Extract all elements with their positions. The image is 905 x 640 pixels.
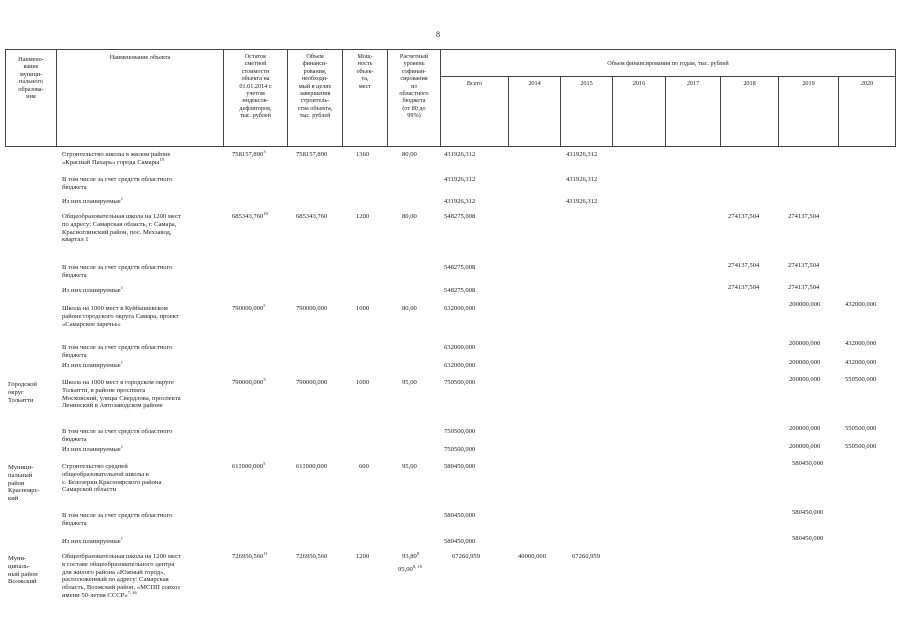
year-2019-value: 200000,000	[789, 340, 821, 347]
total-value: 548275,008	[444, 287, 476, 294]
year-2019-value: 580450,000	[792, 535, 824, 542]
header-remainder: Остаток сметной стоимости объекта на 01.01.2014 с учетом индексов- дефляторов, тыс. рублей	[239, 53, 272, 120]
remainder-value: 758157,890$^3$	[232, 148, 266, 158]
year-2019-value: 580450,000	[792, 509, 824, 516]
year-2018-value: 274137,504	[728, 284, 760, 291]
object-subrow-planned: Из них планируемые$^1$	[62, 443, 123, 453]
table-top-border	[5, 49, 895, 50]
total-value: 580450,000	[444, 538, 476, 545]
volume-value: 758157,890	[296, 151, 328, 158]
remainder-value: 685343,760$^{10}$	[232, 210, 268, 220]
remainder-value: 611000,000$^5$	[232, 460, 266, 470]
header-year-2015: 2015	[580, 80, 593, 87]
object-subrow-planned: Из них планируемые$^1$	[62, 535, 123, 545]
remainder-value: 790000,000$^5$	[232, 376, 266, 386]
header-funding-by-years: Объем финансирования по годам, тыс. рублей	[607, 60, 729, 67]
level-value: 80,00	[402, 213, 417, 220]
year-2019-value: 274137,504	[788, 284, 820, 291]
object-name: Общеобразовательная школа на 1200 мест в составе общеобразовательного центра для жилого района «Южный город», расположенный по адресу: Самарская область, Волжский район, «МСПП совхоз имени 50-летия СССР»$^{7, 26}$	[62, 553, 181, 599]
capacity-value: 1360	[356, 151, 370, 158]
page-number: 8	[436, 30, 440, 39]
header-year-2017: 2017	[686, 80, 700, 87]
volume-value: 726950,560	[296, 553, 328, 560]
year-2015-value: 431926,312	[566, 198, 598, 205]
total-value: 632000,000	[444, 362, 476, 369]
total-value: 750500,000	[444, 379, 476, 386]
total-value: 67260,959	[452, 553, 481, 560]
remainder-value: 790000,000$^5$	[232, 302, 266, 312]
header-bottom-border	[5, 146, 895, 147]
municipality-togliatti: Городской округ Тольятти	[8, 381, 37, 404]
year-2019-value: 200000,000	[789, 359, 821, 366]
year-2020-value: 432000,000	[845, 359, 877, 366]
year-2019-value: 200000,000	[789, 301, 821, 308]
col-divider	[895, 49, 896, 147]
level-value: 80,00	[402, 305, 417, 312]
level-value: 80,00	[402, 151, 417, 158]
year-2020-value: 432000,000	[845, 301, 877, 308]
total-value: 548275,008	[444, 213, 476, 220]
header-object: Наименование объекта	[109, 54, 171, 61]
year-2019-value: 274137,504	[788, 213, 820, 220]
header-capacity: Мощ- ность объек- та, мест	[356, 53, 374, 90]
year-2018-value: 274137,504	[728, 213, 760, 220]
capacity-value: 1000	[356, 379, 370, 386]
volume-value: 790000,000	[296, 305, 328, 312]
municipality-krasnoyarsk: Муници- пальный район Красноярс- кий	[8, 464, 40, 503]
total-value: 580450,000	[444, 463, 476, 470]
header-municipality: Наимено- вание муници- пального образова- ния	[18, 56, 44, 101]
header-year-2020: 2020	[860, 80, 874, 87]
total-value: 632000,000	[444, 344, 476, 351]
capacity-value: 1200	[356, 553, 370, 560]
header-year-2019: 2019	[802, 80, 815, 87]
object-subrow-regional: В том числе за счет средств областного бюджета	[62, 344, 173, 359]
header-cofinancing-level: Расчетный уровень софинан- сирования из областного бюджета (от 80 до 99%)	[399, 53, 429, 120]
volume-value: 685343,760	[296, 213, 328, 220]
object-subrow-planned: Из них планируемые$^1$	[62, 195, 123, 205]
year-2019-value: 274137,504	[788, 262, 820, 269]
total-value: 431926,312	[444, 198, 476, 205]
year-2019-value: 580450,000	[792, 460, 824, 467]
year-2014-value: 40000,000	[518, 553, 547, 560]
object-name: Общеобразовательная школа на 1200 мест по адресу: Самарская область, г. Самара, Красноглинский район, пос. Мехзавод, квартал 1	[62, 213, 181, 244]
year-2020-value: 550500,000	[845, 376, 877, 383]
level-value: 93,89$^8$	[402, 550, 420, 560]
level-value: 95,00	[402, 379, 417, 386]
municipality-volzhsky: Муни- ципаль- ный район Волжский	[8, 555, 38, 586]
total-value: 750500,000	[444, 446, 476, 453]
header-year-2018: 2018	[743, 80, 756, 87]
year-2020-value: 550500,000	[845, 443, 877, 450]
year-2015-value: 431926,312	[566, 151, 598, 158]
year-2019-value: 200000,000	[789, 376, 821, 383]
object-name: Строительство средней общеобразовательной школы в с. Белозерки Красноярского района Самарской области	[62, 463, 162, 494]
object-name: Школа на 1000 мест в Куйбышевском районе городского округа Самара, проект «Самарское заречье»	[62, 305, 179, 328]
year-2018-value: 274137,504	[728, 262, 760, 269]
header-year-total: Всего	[466, 80, 483, 87]
capacity-value: 600	[359, 463, 369, 470]
level-value-alt: 95,00$^{8, 18}$	[398, 563, 422, 573]
col-divider	[56, 49, 57, 147]
object-subrow-regional: В том числе за счет средств областного бюджета	[62, 176, 173, 191]
object-name: Школа на 1000 мест в городском округе Тольятти, в районе проспекта Московский, улицы Свердлова, проспекта Ленинский в Автозаводском районе	[62, 379, 181, 410]
level-value: 95,00	[402, 463, 417, 470]
total-value: 548275,008	[444, 264, 476, 271]
volume-value: 611000,000	[296, 463, 328, 470]
year-2019-value: 200000,000	[789, 443, 821, 450]
header-volume: Объем финанси- рования, необходи- мый в целях завершения строитель- ства объекта, тыс. рублей	[297, 53, 333, 120]
year-2015-value: 67260,959	[572, 553, 601, 560]
header-year-2016: 2016	[632, 80, 646, 87]
object-subrow-planned: Из них планируемые$^1$	[62, 359, 123, 369]
capacity-value: 1000	[356, 305, 370, 312]
capacity-value: 1200	[356, 213, 370, 220]
total-value: 580450,000	[444, 512, 476, 519]
year-2020-value: 550500,000	[845, 425, 877, 432]
total-value: 431926,312	[444, 151, 476, 158]
object-subrow-planned: Из них планируемые$^1$	[62, 284, 123, 294]
year-2019-value: 200000,000	[789, 425, 821, 432]
volume-value: 790000,000	[296, 379, 328, 386]
year-2015-value: 431926,312	[566, 176, 598, 183]
total-value: 632000,000	[444, 305, 476, 312]
total-value: 431926,312	[444, 176, 476, 183]
header-year-2014: 2014	[528, 80, 541, 87]
remainder-value: 726950,560$^{11}$	[232, 550, 268, 560]
object-subrow-regional: В том числе за счет средств областного бюджета	[62, 428, 173, 443]
year-2020-value: 432000,000	[845, 340, 877, 347]
object-subrow-regional: В том числе за счет средств областного бюджета	[62, 512, 173, 527]
total-value: 750500,000	[444, 428, 476, 435]
object-subrow-regional: В том числе за счет средств областного бюджета	[62, 264, 173, 279]
object-name: Строительство школы в жилом районе «Красный Пахарь» города Самары$^{19}$	[62, 151, 171, 166]
